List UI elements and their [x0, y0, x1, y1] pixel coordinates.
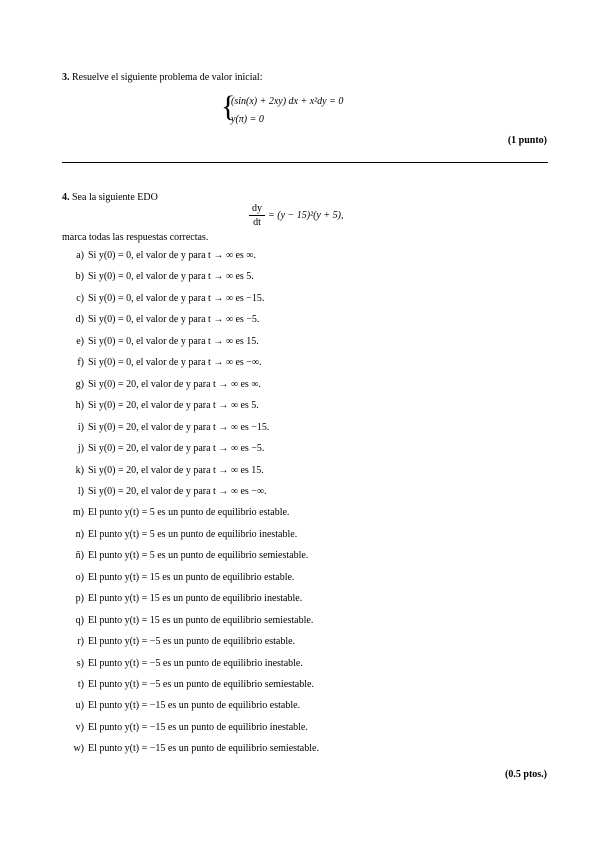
option-text: Si y(0) = 20, el valor de y para t → ∞ es 15. — [88, 465, 264, 476]
option-text: Si y(0) = 0, el valor de y para t → ∞ es 5. — [88, 271, 254, 282]
option-text: Si y(0) = 20, el valor de y para t → ∞ es −5. — [88, 443, 265, 454]
option-label: f) — [77, 357, 84, 368]
question-4-header — [62, 192, 158, 203]
option-text: Si y(0) = 0, el valor de y para t → ∞ es 15. — [88, 336, 259, 347]
option-label: i) — [77, 422, 84, 433]
option-text: El punto y(t) = 5 es un punto de equilibrio inestable. — [88, 529, 298, 540]
option-label: v) — [75, 722, 84, 733]
fraction-bar — [249, 215, 265, 216]
derivative-fraction — [249, 203, 265, 228]
option-label: t) — [77, 679, 84, 690]
option-text: El punto y(t) = −15 es un punto de equilibrio semiestable. — [88, 743, 319, 754]
option-label: l) — [77, 486, 84, 497]
equation-2: y(π) = 0 — [231, 114, 264, 125]
option-label: q) — [75, 615, 84, 626]
question-3-number: 3. — [62, 72, 70, 83]
fraction-denominator: dt — [253, 217, 261, 228]
section-divider — [62, 162, 548, 163]
option-label: j) — [77, 443, 84, 454]
option-text: El punto y(t) = 5 es un punto de equilibrio estable. — [88, 507, 290, 518]
option-label: s) — [76, 658, 84, 669]
option-label: m) — [72, 507, 84, 518]
option-text: El punto y(t) = 15 es un punto de equilibrio estable. — [88, 572, 295, 583]
option-label: o) — [75, 572, 84, 583]
option-label: b) — [75, 271, 84, 282]
option-text: El punto y(t) = −5 es un punto de equilibrio estable. — [88, 636, 296, 647]
option-text: El punto y(t) = 5 es un punto de equilibrio semiestable. — [88, 550, 309, 561]
option-text: El punto y(t) = −15 es un punto de equilibrio inestable. — [88, 722, 308, 733]
question-3-prompt: Resuelve el siguiente problema de valor inicial: — [72, 72, 263, 83]
option-text: El punto y(t) = −5 es un punto de equilibrio semiestable. — [88, 679, 314, 690]
option-label: c) — [76, 293, 84, 304]
option-label: a) — [76, 250, 84, 261]
option-text: Si y(0) = 20, el valor de y para t → ∞ es 5. — [88, 400, 259, 411]
option-text: Si y(0) = 0, el valor de y para t → ∞ es −15. — [88, 293, 265, 304]
question-4-points: (0.5 ptos.) — [505, 769, 547, 780]
option-label: u) — [75, 700, 84, 711]
option-label: g) — [75, 379, 84, 390]
option-label: r) — [77, 636, 84, 647]
option-label: e) — [76, 336, 84, 347]
question-3-points: (1 punto) — [507, 135, 547, 146]
option-text: Si y(0) = 0, el valor de y para t → ∞ es ∞. — [88, 250, 256, 261]
option-text: Si y(0) = 20, el valor de y para t → ∞ es ∞. — [88, 379, 261, 390]
option-text: Si y(0) = 20, el valor de y para t → ∞ es −∞. — [88, 486, 267, 497]
option-text: El punto y(t) = −5 es un punto de equilibrio inestable. — [88, 658, 303, 669]
question-4-prompt: Sea la siguiente EDO — [72, 192, 158, 203]
fraction-numerator: dy — [252, 203, 262, 214]
equation-1: (sin(x) + 2xy) dx + x²dy = 0 — [231, 96, 344, 107]
system-brace: { — [221, 90, 236, 123]
question-4-number: 4. — [62, 192, 70, 203]
option-label: n) — [75, 529, 84, 540]
option-label: k) — [75, 465, 84, 476]
option-label: d) — [75, 314, 84, 325]
option-text: Si y(0) = 0, el valor de y para t → ∞ es −∞. — [88, 357, 262, 368]
question-3-header — [62, 72, 263, 83]
option-label: h) — [75, 400, 84, 411]
option-text: Si y(0) = 20, el valor de y para t → ∞ es −15. — [88, 422, 270, 433]
option-label: w) — [73, 743, 84, 754]
option-text: El punto y(t) = 15 es un punto de equilibrio semiestable. — [88, 615, 314, 626]
option-text: El punto y(t) = −15 es un punto de equilibrio estable. — [88, 700, 301, 711]
option-text: Si y(0) = 0, el valor de y para t → ∞ es −5. — [88, 314, 260, 325]
question-4-instruction: marca todas las respuestas correctas. — [62, 232, 209, 243]
option-label: ñ) — [75, 550, 84, 561]
option-text: El punto y(t) = 15 es un punto de equilibrio inestable. — [88, 593, 303, 604]
option-label: p) — [75, 593, 84, 604]
ode-right-hand-side: = (y − 15)²(y + 5), — [268, 210, 344, 221]
